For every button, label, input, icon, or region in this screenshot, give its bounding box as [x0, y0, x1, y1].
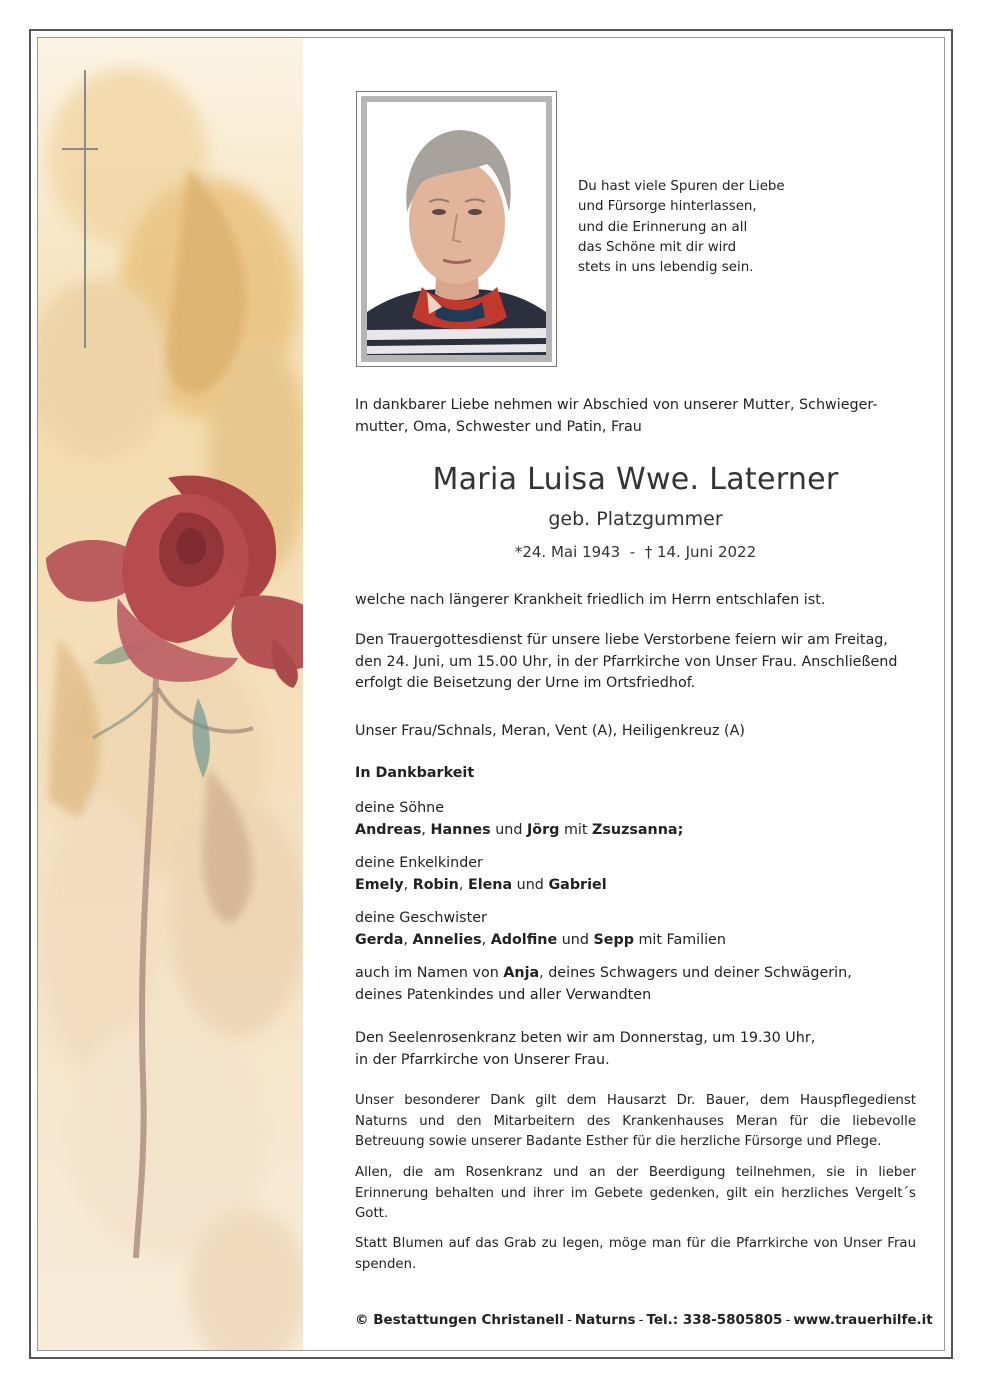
tel-label: Tel.:	[646, 1312, 679, 1328]
watercolor-rose-illustration	[38, 38, 303, 1350]
also-on-behalf	[355, 962, 916, 984]
also-text: deines Patenkindes und aller Verwandten	[355, 987, 652, 1003]
poem-line: und die Erinnerung an all	[578, 219, 748, 235]
portrait-photo	[356, 91, 557, 367]
rosary-line: in der Pfarrkirche von Unserer Frau.	[355, 1052, 610, 1068]
connector: ,	[421, 822, 431, 838]
birth-name: geb. Platzgummer	[548, 508, 723, 530]
service-line: Den Trauergottesdienst für unsere liebe Verstorbene feiern wir am Freitag,	[355, 632, 888, 648]
name: Andreas	[355, 822, 422, 838]
intro-line: In dankbarer Liebe nehmen wir Abschied von unserer Mutter, Schwieger-	[355, 397, 878, 413]
connector: mit	[559, 822, 593, 838]
connector: ,	[403, 932, 413, 948]
life-dates: *24. Mai 1943 - † 14. Juni 2022	[514, 543, 757, 561]
footer: © Bestattungen Christanell - Naturns - Tel.: 338-5805805 - www.trauerhilfe.it	[355, 1312, 933, 1328]
also-text: auch im Namen von	[355, 965, 504, 981]
cross-icon	[38, 38, 98, 348]
name: Robin	[412, 877, 459, 893]
poem-line: das Schöne mit dir wird	[578, 239, 737, 255]
connector: und	[490, 822, 527, 838]
poem-line: und Fürsorge hinterlassen,	[578, 199, 757, 215]
connector: ,	[481, 932, 491, 948]
places: Unser Frau/Schnals, Meran, Vent (A), Heiligenkreuz (A)	[355, 723, 745, 739]
portrait-image	[367, 102, 546, 355]
also-text: , deines Schwagers und deiner Schwägerin,	[539, 965, 852, 981]
all-thanks: Allen, die am Rosenkranz und an der Beerdigung teilnehmen, sie in lieber Erinnerung behalten und ihrer im Gebete gedenken, gilt ein herzliches Vergelt´s Gott.	[355, 1165, 916, 1221]
family-list	[355, 797, 916, 1006]
connector: ,	[458, 877, 468, 893]
service-info	[355, 630, 916, 695]
footer-place: Naturns	[574, 1312, 636, 1328]
service-line: erfolgt die Beisetzung der Urne im Ortsfriedhof.	[355, 675, 696, 691]
connector: und	[557, 932, 594, 948]
name: Emely	[355, 877, 404, 893]
name: Sepp	[593, 932, 634, 948]
death-note: welche nach längerer Krankheit friedlich im Herrn entschlafen ist.	[355, 592, 826, 608]
intro-line: mutter, Oma, Schwester und Patin, Frau	[355, 419, 642, 435]
intro-text	[355, 394, 916, 438]
rosary-info	[355, 1027, 916, 1071]
name: Anja	[503, 965, 540, 981]
siblings-names	[355, 929, 916, 951]
poem	[578, 177, 785, 278]
name: Gerda	[355, 932, 404, 948]
sons-label: deine Söhne	[355, 800, 444, 816]
grandchildren-label: deine Enkelkinder	[355, 855, 483, 871]
service-line: den 24. Juni, um 15.00 Uhr, in der Pfarrkirche von Unser Frau. Anschließend	[355, 653, 898, 670]
rosary-line: Den Seelenrosenkranz beten wir am Donnerstag, um 19.30 Uhr,	[355, 1030, 816, 1046]
siblings-label: deine Geschwister	[355, 910, 487, 926]
phone-number[interactable]: 338-5805805	[682, 1312, 783, 1328]
name: Gabriel	[548, 877, 607, 893]
name: Jörg	[526, 822, 560, 838]
connector: ;	[677, 822, 684, 838]
poem-line: Du hast viele Spuren der Liebe	[578, 179, 785, 194]
grandchildren-names	[355, 874, 916, 896]
thanks-title: In Dankbarkeit	[355, 765, 475, 781]
name: Adolfine	[490, 932, 558, 948]
name: Annelies	[412, 932, 482, 948]
acknowledgement: Unser besonderer Dank gilt dem Hausarzt Dr. Bauer, dem Hauspflegedienst Naturns und den Mitarbeitern des Krankenhauses Meran für die liebevolle Betreuung sowie unserer Badante Esther für die herzliche Fürsorge und Pflege.	[355, 1093, 916, 1149]
sons-names	[355, 819, 916, 841]
name: Elena	[467, 877, 513, 893]
deceased-name: Maria Luisa Wwe. Laterner	[432, 462, 839, 497]
funeral-home: © Bestattungen Christanell	[355, 1312, 564, 1328]
connector: und	[512, 877, 549, 893]
name: Zsuzsanna	[592, 822, 678, 838]
name: Hannes	[430, 822, 491, 838]
connector: mit Familien	[633, 932, 726, 948]
poem-line: stets in uns lebendig sein.	[578, 260, 754, 276]
website-link[interactable]: www.trauerhilfe.it	[793, 1312, 933, 1328]
connector: ,	[403, 877, 413, 893]
flowers-note: Statt Blumen auf das Grab zu legen, möge man für die Pfarrkirche von Unser Frau spenden.	[355, 1236, 916, 1272]
